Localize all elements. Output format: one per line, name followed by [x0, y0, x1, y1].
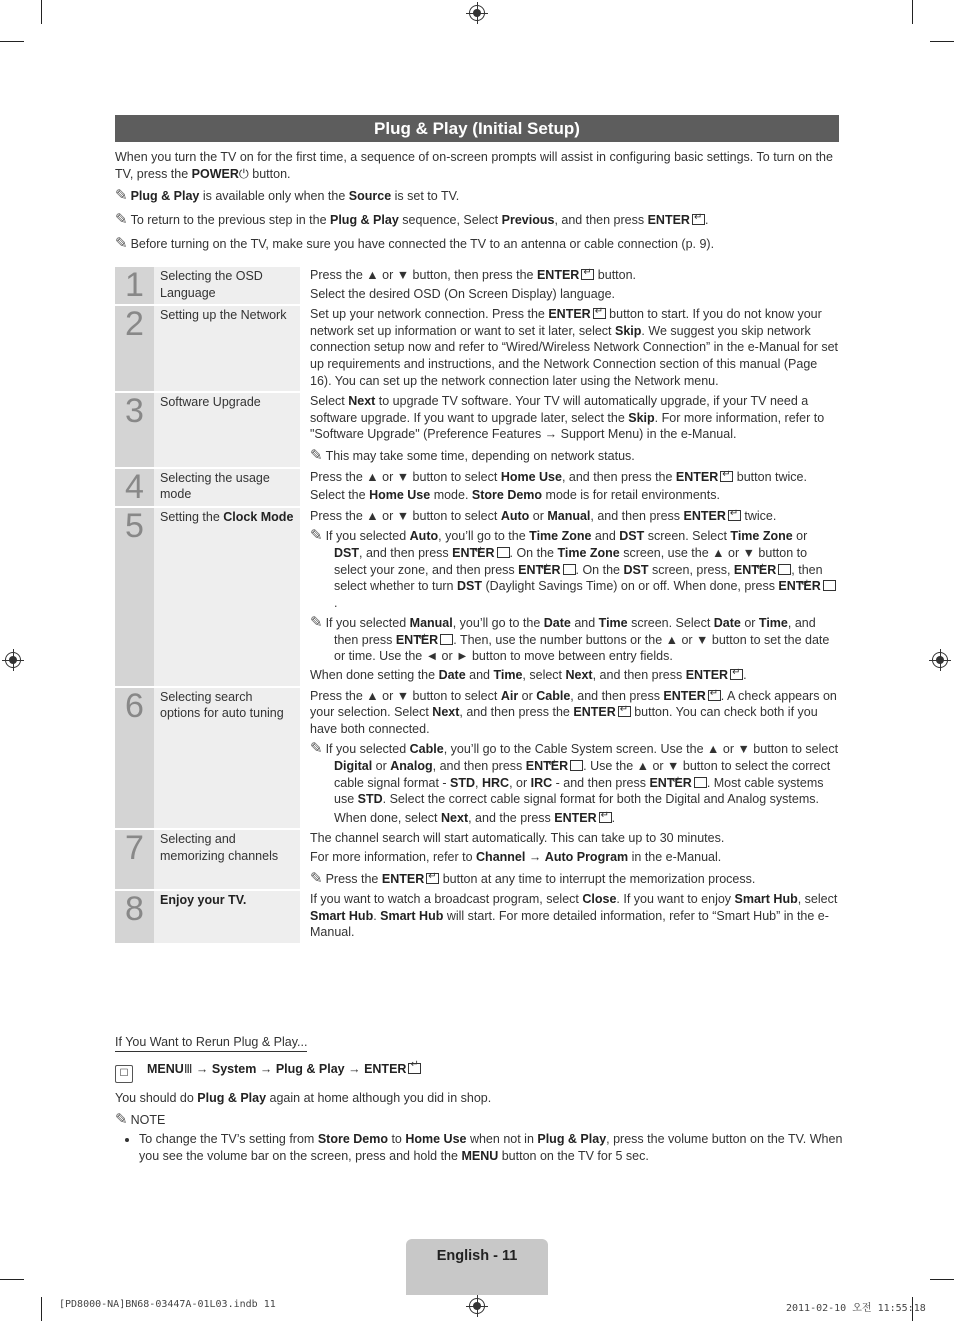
- step-desc: Select Next to upgrade TV software. Your TV will automatically upgrade, if your TV need a software upgrade. If you want to upgrade later, select the Skip. For more information, refer to "Software Upgrade" (Preference Features → Support Menu) in the e-Manual. ✎ This may take some time, depending on network status.: [310, 394, 825, 464]
- registration-mark-icon: [469, 5, 485, 21]
- enter-icon: [778, 564, 791, 575]
- step-row: [115, 891, 839, 943]
- pencil-icon: ✎: [115, 211, 128, 228]
- rerun-heading: If You Want to Rerun Plug & Play...: [115, 1035, 307, 1052]
- step-label: Software Upgrade: [154, 393, 302, 466]
- enter-icon: [728, 510, 741, 521]
- step-row: [115, 306, 839, 391]
- step-number: 8: [115, 891, 154, 943]
- step-number: 4: [115, 469, 154, 506]
- step-desc: The channel search will start automatically. This can take up to 30 minutes. For more information, refer to Channel → Auto Program in the e-Manual. ✎ Press the ENTER↵ button at any time to interrupt the memorization process.: [302, 830, 839, 889]
- step-desc: Press the ▲ or ▼ button to select Auto or Manual, and then press ENTER↵ twice. ✎ If you selected Auto, you’ll go to the Time Zone and DST screen. Select Time Zone or DST, and then press ENTER↵ . On the Time Zone screen, use the ▲ or ▼ button to select your zone, and then press ENTER↵ . On the DST screen, press, ENTER↵ , then select whether to turn DST (Daylight Savings Time) on or off. When done, press ENTER↵. ✎ If you selected Manual, you’ll go to the Date and Time screen. Select Date or Time, and then press ENTER↵ . Then, use the number buttons or the ▲ or ▼ button to set the date or time. Use the ◄ or ► button to move between entry fields. When done setting the Date and Time, select Next, and then press ENTER↵ .: [302, 508, 839, 686]
- enter-icon: [692, 214, 705, 225]
- step-label: Selecting the OSD Language: [154, 267, 302, 304]
- note-list: [115, 1131, 863, 1165]
- remote-icon: ☐: [115, 1065, 133, 1083]
- step-row: [115, 267, 839, 304]
- step-row: [115, 830, 839, 889]
- enter-icon: [563, 564, 576, 575]
- step-row: [115, 688, 839, 829]
- list-item: • To change the TV’s setting from Store Demo to Home Use when not in Plug & Play, press the volume button on the TV. When you see the volume bar on the screen, press and hold the MENU button on the TV for 5 sec.: [139, 1131, 863, 1165]
- pencil-icon: ✎: [310, 446, 323, 464]
- step-label: Setting the Clock Mode: [154, 508, 302, 686]
- pencil-icon: ✎: [115, 187, 128, 204]
- enter-icon: [408, 1063, 421, 1074]
- note-2: ✎ To return to the previous step in the Plug & Play sequence, Select Previous, and then press ENTER↵ .: [115, 212, 839, 229]
- step-label: Selecting search options for auto tuning: [154, 688, 302, 829]
- enter-icon: [823, 580, 836, 591]
- pencil-icon: ✎: [310, 527, 323, 545]
- step-row: [115, 508, 839, 686]
- enter-icon: [440, 634, 453, 645]
- enter-icon: [694, 777, 707, 788]
- enter-icon: [426, 873, 439, 884]
- page-title: Plug & Play (Initial Setup): [115, 115, 839, 142]
- step-row: [115, 469, 839, 506]
- step-number: 2: [115, 306, 154, 391]
- enter-icon: [570, 760, 583, 771]
- step-number: 1: [115, 267, 154, 304]
- rerun-text: You should do Plug & Play again at home although you did in shop.: [115, 1091, 492, 1105]
- registration-mark-icon: [469, 1298, 485, 1314]
- steps-table: [115, 265, 839, 945]
- pencil-icon: ✎: [115, 1111, 128, 1128]
- enter-icon: [708, 690, 721, 701]
- power-icon: ⏻: [238, 166, 249, 181]
- slug-right: 2011-02-10 오전 11:55:18: [786, 1303, 926, 1314]
- step-desc: If you want to watch a broadcast program, select Close. If you want to enjoy Smart Hub, select Smart Hub. Smart Hub will start. For more detailed information, refer to “Smart Hub” in the e-Manual.: [310, 892, 838, 940]
- step-label: Enjoy your TV.: [154, 891, 302, 943]
- enter-icon: [618, 706, 631, 717]
- registration-mark-icon: [5, 652, 21, 668]
- step-desc: Press the ▲ or ▼ button, then press the ENTER↵ button. Select the desired OSD (On Screen Display) language.: [302, 267, 839, 304]
- menu-path: ☐ MENUⅢ → System → Plug & Play → ENTER↵: [115, 1061, 421, 1083]
- step-number: 6: [115, 688, 154, 829]
- step-desc: Press the ▲ or ▼ button to select Home Use, and then press the ENTER↵ button twice. Select the Home Use mode. Store Demo mode is for retail environments.: [302, 469, 839, 506]
- intro-text: When you turn the TV on for the first time, a sequence of on-screen prompts will assist in configuring basic settings. To turn on the TV, press the POWER⏻ button.: [115, 150, 833, 181]
- step-label: Selecting and memorizing channels: [154, 830, 302, 889]
- enter-icon: [599, 812, 612, 823]
- pencil-icon: ✎: [310, 614, 323, 632]
- step-number: 5: [115, 508, 154, 686]
- registration-mark-icon: [932, 652, 948, 668]
- slug-left: [PD8000-NA]BN68-03447A-01L03.indb 11: [59, 1299, 276, 1310]
- step-label: Setting up the Network: [154, 306, 302, 391]
- enter-icon: [720, 471, 733, 482]
- pencil-icon: ✎: [310, 740, 323, 758]
- step-desc: Set up your network connection. Press the ENTER↵ button to start. If you do not know your network set up information or want to set it later, select Skip. We suggest you skip network connection setup now and refer to “Wired/Wireless Network Connection” in the e-Manual for set up requirements and instructions, and the Network Connection section of this manual (Page 16). You can set up the network connection later using the Network menu.: [302, 306, 839, 391]
- pencil-icon: ✎: [310, 869, 323, 887]
- step-desc: Press the ▲ or ▼ button to select Air or Cable, and then press ENTER↵ . A check appears on your selection. Select Next, and then press the ENTER↵ button. You can check both if you have both connected. ✎ If you selected Cable, you’ll go to the Cable System screen. Use the ▲ or ▼ button to select Digital or Analog, and then press ENTER↵ . Use the ▲ or ▼ button to select the correct cable signal format - STD, HRC, or IRC - and then press ENTER↵ . Most cable systems use STD. Select the correct cable signal format for both the Digital and Analog systems. When done, select Next, and the press ENTER↵ .: [302, 688, 839, 829]
- step-number: 3: [115, 393, 154, 466]
- pencil-icon: ✎: [115, 235, 128, 252]
- step-row: [115, 393, 839, 466]
- enter-icon: [730, 669, 743, 680]
- enter-icon: [497, 547, 510, 558]
- page-number: English - 11: [406, 1239, 548, 1295]
- enter-icon: [581, 269, 594, 280]
- note-3: ✎ Before turning on the TV, make sure you have connected the TV to an antenna or cable connection (p. 9).: [115, 235, 715, 252]
- step-label: Selecting the usage mode: [154, 469, 302, 506]
- note-label: ✎ NOTE: [115, 1111, 166, 1128]
- step-number: 7: [115, 830, 154, 889]
- note-1: ✎ Plug & Play is available only when the Source is set to TV.: [115, 187, 460, 204]
- enter-icon: [593, 308, 606, 319]
